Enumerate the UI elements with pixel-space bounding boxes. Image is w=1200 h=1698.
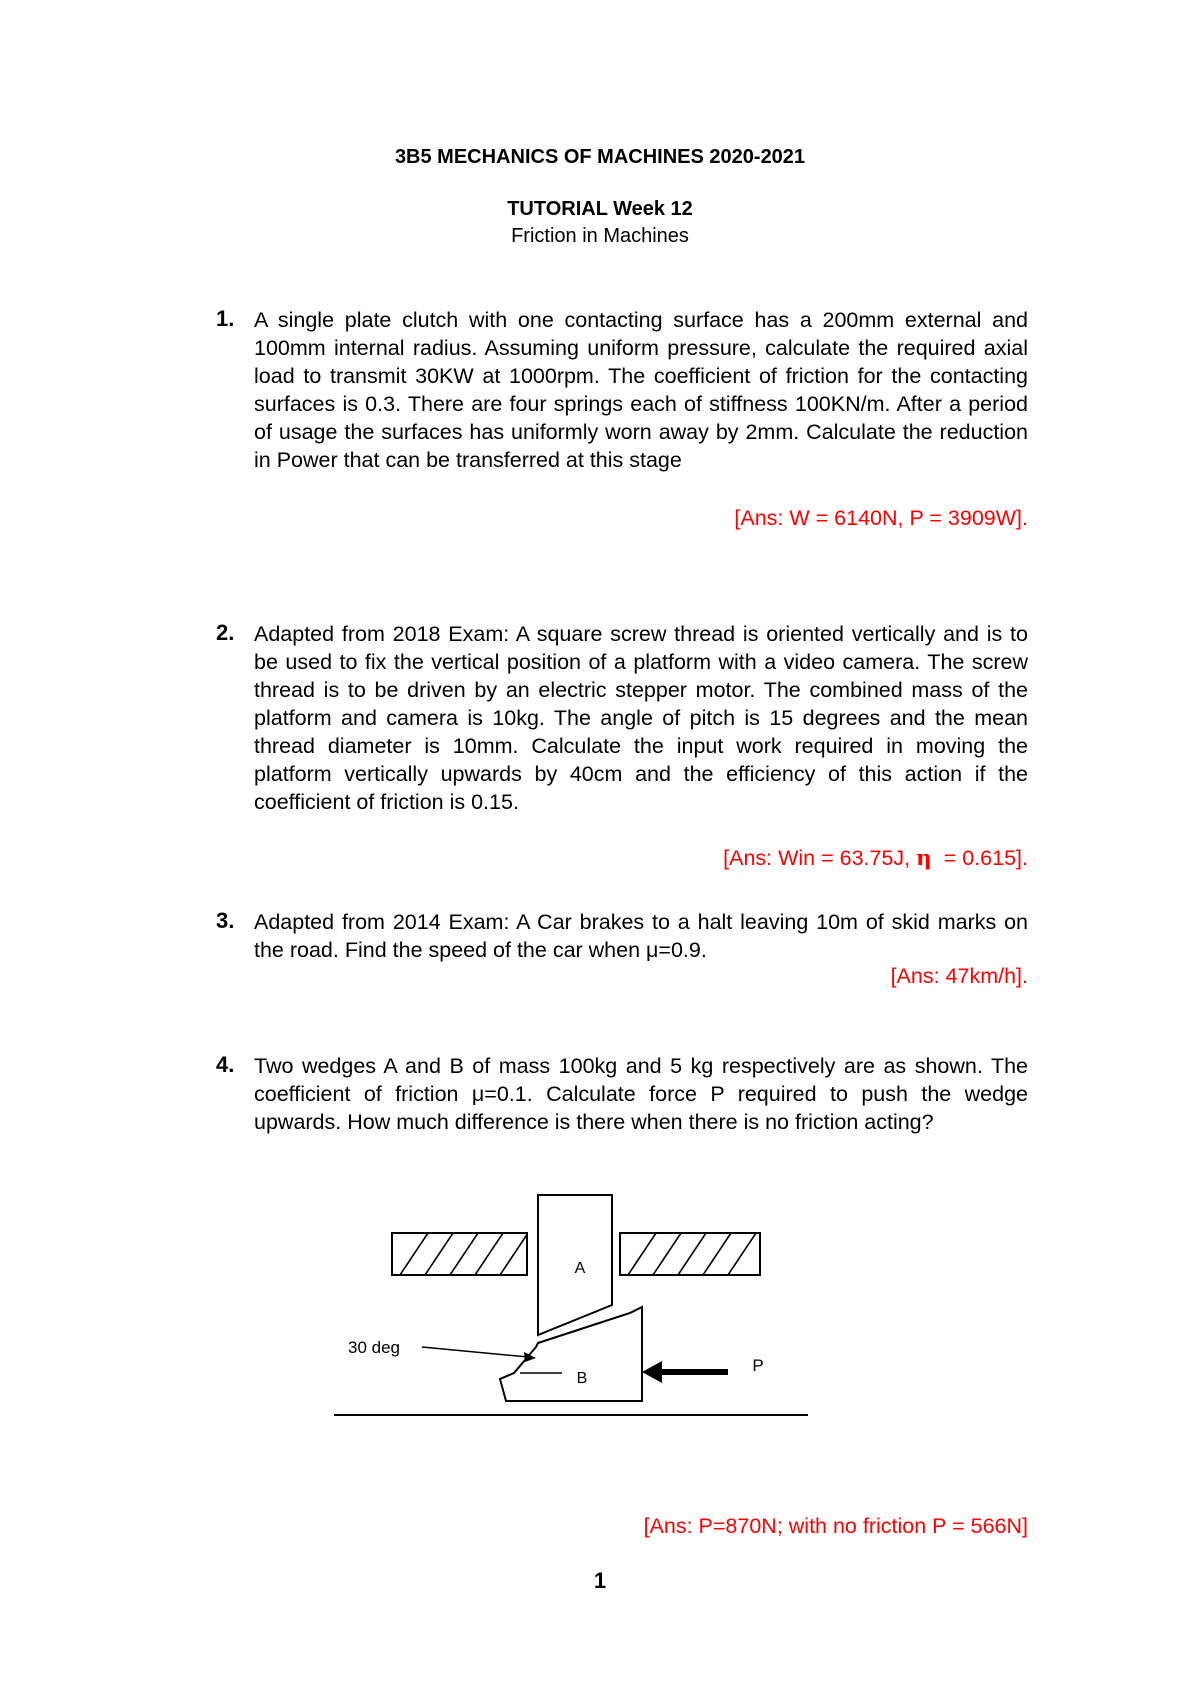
question-number: 4.: [216, 1052, 235, 1077]
question-text: A single plate clutch with one contacting surface has a 200mm external and 100mm internal radius. Assuming uniform pressure, calculate the required axial load to transmit 30KW at 1000rpm. The coefficient of friction for the contacting surfaces is 0.3. There are four springs each of stiffness 100KN/m. After a period of usage the surfaces has uniformly worn away by 2mm. Calculate the reduction in Power that can be transferred at this stage: [254, 308, 1028, 472]
angle-label: 30 deg: [348, 1338, 400, 1357]
course-title: 3B5 MECHANICS OF MACHINES 2020-2021: [394, 146, 806, 168]
question-1: [216, 306, 1028, 530]
question-4-answer: [Ans: P=870N; with no friction P = 566N]: [643, 1514, 1028, 1538]
question-number: 3.: [216, 908, 235, 933]
efficiency-symbol: η: [916, 846, 932, 871]
question-number: 2.: [216, 620, 235, 645]
question-number: 1.: [216, 306, 235, 331]
force-p-arrowhead: [642, 1361, 662, 1383]
answer-prefix: [Ans: Win = 63.75J,: [723, 846, 917, 870]
question-3: [216, 908, 1028, 998]
left-guide-block: [392, 1233, 528, 1275]
question-4: [216, 1052, 1028, 1172]
force-p-label: P: [752, 1356, 764, 1375]
wedge-a-label: A: [574, 1260, 586, 1277]
question-2: [216, 620, 1028, 880]
wedge-diagram: [348, 1195, 880, 1435]
answer-text: [723, 846, 1028, 871]
answer-text: [Ans: 47km/h].: [890, 964, 1028, 988]
topic-subtitle: Friction in Machines: [511, 225, 689, 247]
page-number: 1: [593, 1568, 607, 1593]
answer-text: [Ans: W = 6140N, P = 3909W].: [734, 506, 1028, 530]
wedge-b-label: B: [576, 1370, 588, 1387]
question-text: Adapted from 2014 Exam: A Car brakes to a halt leaving 10m of skid marks on the road. Find the speed of the car when μ=0.9.: [254, 910, 1028, 962]
tutorial-title: TUTORIAL Week 12: [507, 198, 693, 220]
question-text: Adapted from 2018 Exam: A square screw thread is oriented vertically and is to be used to fix the vertical position of a platform with a video camera. The screw thread is to be driven by an electric stepper motor. The combined mass of the platform and camera is 10kg. The angle of pitch is 15 degrees and the mean thread diameter is 10mm. Calculate the input work required in moving the platform vertically upwards by 40cm and the efficiency of this action if the coefficient of friction is 0.15.: [254, 622, 1028, 814]
angle-pointer-line: [422, 1347, 528, 1357]
right-guide-block: [620, 1233, 760, 1275]
answer-suffix: = 0.615].: [931, 846, 1028, 870]
question-text: Two wedges A and B of mass 100kg and 5 kg respectively are as shown. The coefficient of friction μ=0.1. Calculate force P required to push the wedge upwards. How much difference is there when there is no friction acting?: [254, 1054, 1028, 1134]
